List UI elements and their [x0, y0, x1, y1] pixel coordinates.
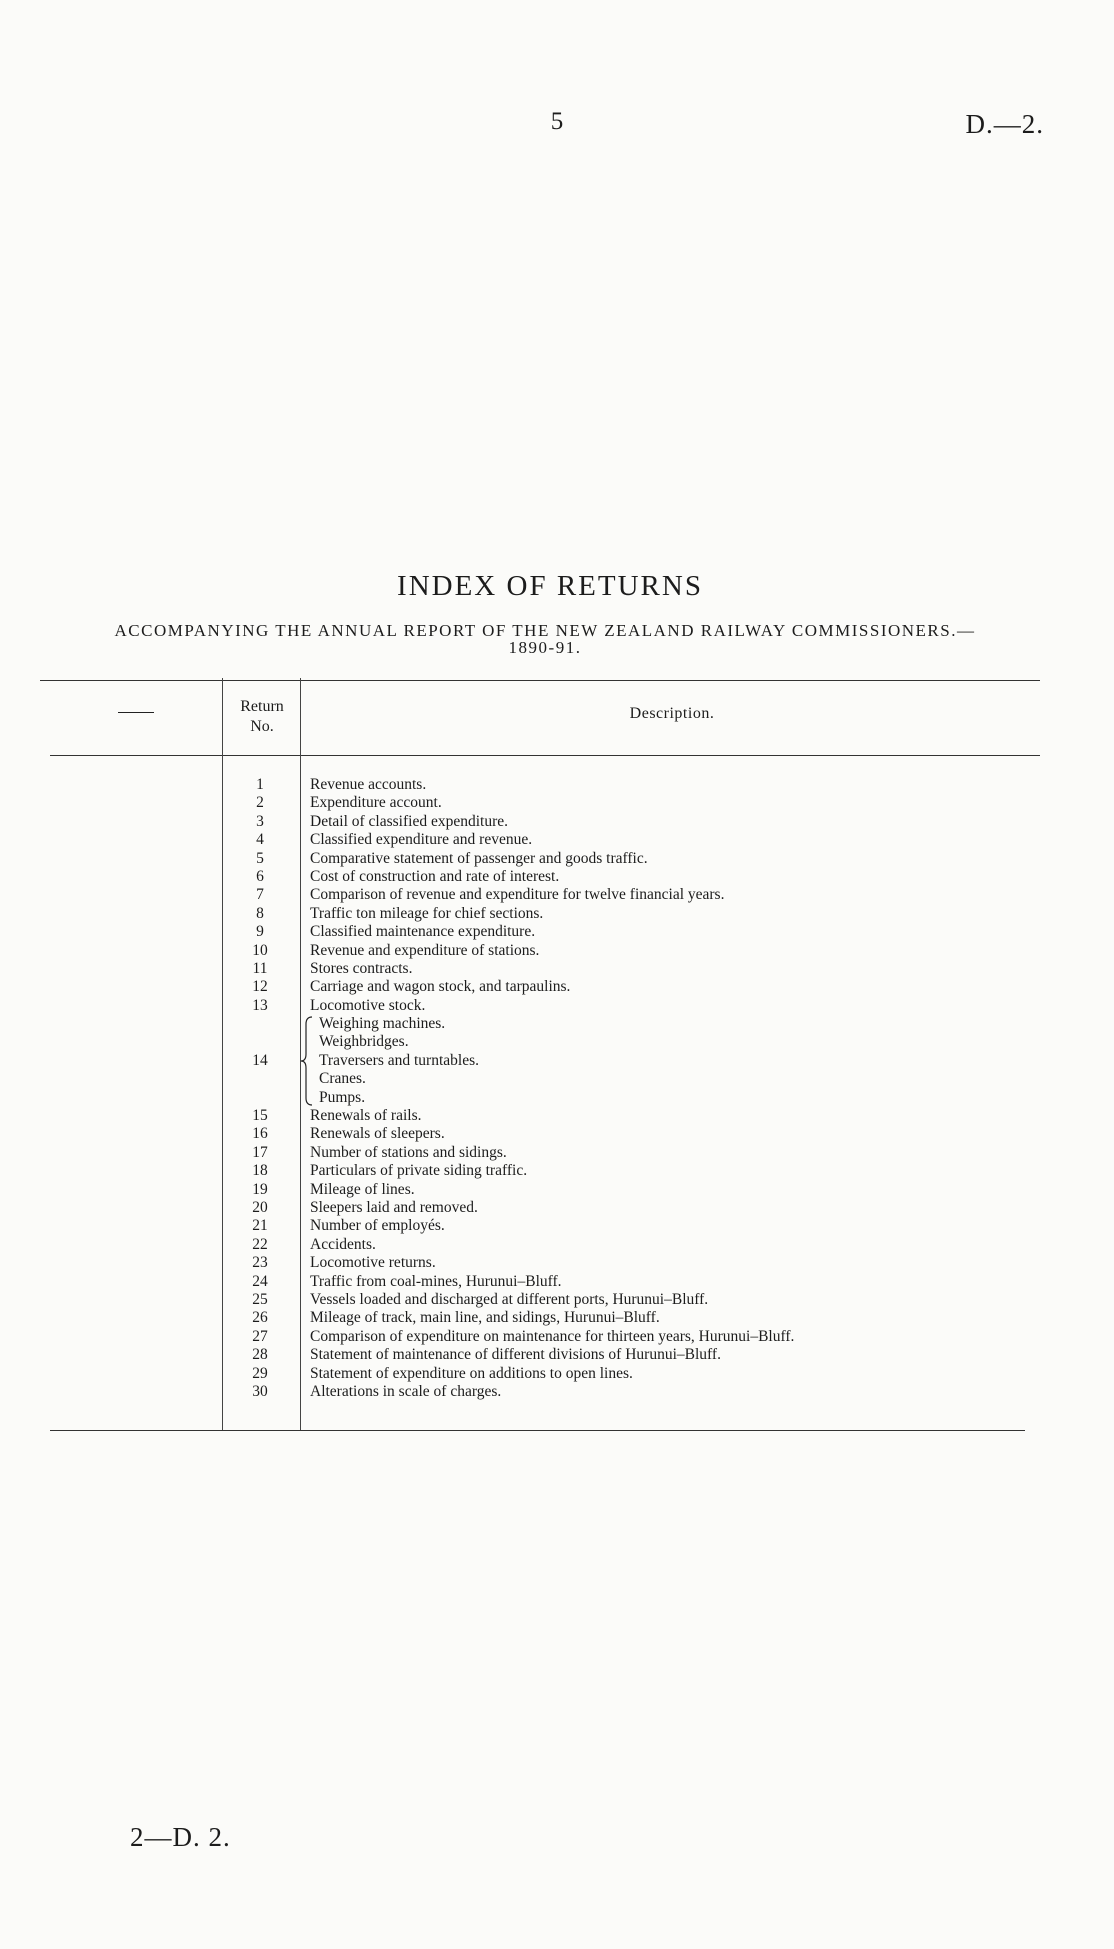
header-dash-column: [118, 712, 154, 713]
return-number: 26: [252, 1309, 268, 1327]
return-description: Classified maintenance expenditure.: [310, 923, 536, 941]
return-description: Detail of classified expenditure.: [310, 812, 508, 830]
return-description: Statement of expenditure on additions to open lines.: [310, 1364, 633, 1382]
return-number: 28: [252, 1346, 268, 1364]
table-row: [0, 1033, 1114, 1051]
return-description: Classified expenditure and revenue.: [310, 831, 533, 849]
return-description: Expenditure account.: [310, 794, 442, 812]
table-row: [0, 1346, 1114, 1364]
return-description: Pumps.: [319, 1088, 366, 1106]
return-number: 23: [252, 1254, 268, 1272]
return-description: Comparison of revenue and expenditure for twelve financial years.: [310, 886, 725, 904]
return-description: Traffic ton mileage for chief sections.: [310, 904, 544, 922]
return-number: 24: [252, 1272, 268, 1290]
return-description: Comparative statement of passenger and goods traffic.: [310, 849, 648, 867]
table-row: [0, 886, 1114, 904]
header-return-no: [222, 697, 302, 737]
return-number: 10: [252, 941, 268, 959]
return-description: Comparison of expenditure on maintenance for thirteen years, Hurunui–Bluff.: [310, 1327, 795, 1345]
return-number: 8: [256, 904, 264, 922]
table-row: [0, 1125, 1114, 1143]
return-number: 18: [252, 1162, 268, 1180]
table-row: [0, 978, 1114, 996]
return-description: Cost of construction and rate of interest.: [310, 867, 560, 885]
return-number: 11: [252, 959, 268, 977]
table-row: [0, 1052, 1114, 1070]
brace-icon: [300, 1016, 314, 1106]
table-row: [0, 850, 1114, 868]
table-row: [0, 1328, 1114, 1346]
return-description: Cranes.: [319, 1070, 366, 1088]
return-number: 6: [256, 867, 264, 885]
return-description: Statement of maintenance of different divisions of Hurunui–Bluff.: [310, 1346, 721, 1364]
table-row: [0, 1254, 1114, 1272]
return-description: Traffic from coal-mines, Hurunui–Bluff.: [310, 1272, 562, 1290]
return-description: Alterations in scale of charges.: [310, 1382, 502, 1400]
table-row: [0, 1273, 1114, 1291]
table-row: [0, 1070, 1114, 1088]
header-return-line2: No.: [250, 718, 274, 735]
return-description: Number of employés.: [310, 1217, 445, 1235]
table-top-rule: [40, 680, 1040, 681]
return-description: Revenue accounts.: [310, 776, 427, 793]
return-description: Weighbridges.: [319, 1033, 409, 1051]
return-number: 2: [256, 794, 264, 812]
return-number: 22: [252, 1235, 268, 1253]
return-number: 13: [252, 996, 268, 1014]
table-row: [0, 1309, 1114, 1327]
return-number: 19: [252, 1180, 268, 1198]
table-row: [0, 813, 1114, 831]
return-number: 17: [252, 1143, 268, 1161]
table-row: [0, 831, 1114, 849]
page-subtitle: [50, 622, 1040, 656]
return-number: 9: [256, 923, 264, 941]
return-number: 1: [256, 776, 264, 793]
table-row: [0, 1199, 1114, 1217]
footer-signature: 2—D. 2.: [130, 1822, 231, 1852]
return-number: 20: [252, 1198, 268, 1216]
return-number: 14: [252, 1051, 268, 1069]
return-description: Traversers and turntables.: [319, 1051, 479, 1069]
return-number: 16: [252, 1125, 268, 1143]
table-row: [0, 923, 1114, 941]
table-row: [0, 1162, 1114, 1180]
return-description: Accidents.: [310, 1235, 376, 1253]
page-title: INDEX OF RETURNS: [397, 570, 703, 602]
table-row: [0, 1365, 1114, 1383]
return-number: 12: [252, 978, 268, 996]
table-row: [0, 942, 1114, 960]
return-number: 4: [256, 831, 264, 849]
return-description: Sleepers laid and removed.: [310, 1198, 478, 1216]
return-description: Number of stations and sidings.: [310, 1143, 507, 1161]
page-number: 5: [550, 108, 564, 135]
return-description: Vessels loaded and discharged at different ports, Hurunui–Bluff.: [310, 1290, 709, 1308]
table-header-rule: [50, 755, 1040, 756]
table-row: [0, 1144, 1114, 1162]
return-number: 15: [252, 1107, 268, 1125]
table-row: [0, 794, 1114, 812]
table-row: [0, 868, 1114, 886]
return-description: Renewals of rails.: [310, 1107, 422, 1125]
table-row: [0, 1107, 1114, 1125]
return-number: 29: [252, 1364, 268, 1382]
return-description: Renewals of sleepers.: [310, 1125, 445, 1143]
return-description: Revenue and expenditure of stations.: [310, 941, 540, 959]
subtitle-line-2: 1890-91.: [508, 638, 582, 657]
return-number: 30: [252, 1382, 268, 1400]
return-description: Particulars of private siding traffic.: [310, 1162, 528, 1180]
return-number: 25: [252, 1290, 268, 1308]
return-number: 5: [256, 849, 264, 867]
header-description: Description.: [629, 705, 715, 722]
table-row: [0, 905, 1114, 923]
table-row: [0, 776, 1114, 794]
return-description: Weighing machines.: [319, 1015, 446, 1033]
table-row: [0, 1383, 1114, 1401]
return-description: Stores contracts.: [310, 959, 413, 977]
table-row: [0, 1181, 1114, 1199]
table-row: [0, 997, 1114, 1015]
document-reference: D.—2.: [965, 109, 1044, 139]
return-number: 7: [256, 886, 264, 904]
table-row: [0, 1236, 1114, 1254]
table-row: [0, 1217, 1114, 1235]
table-row: [0, 1015, 1114, 1033]
return-description: Mileage of track, main line, and sidings, Hurunui–Bluff.: [310, 1309, 660, 1327]
table-row: [0, 1089, 1114, 1107]
table-bottom-rule: [50, 1430, 1025, 1431]
return-description: Carriage and wagon stock, and tarpaulins.: [310, 978, 571, 996]
return-number: 21: [252, 1217, 268, 1235]
return-number: 3: [256, 812, 264, 830]
subtitle-line-1: ACCOMPANYING THE ANNUAL REPORT OF THE NEW ZEALAND RAILWAY COMMISSIONERS.—: [114, 621, 976, 640]
header-return-line1: Return: [240, 698, 284, 715]
returns-list: [0, 776, 1114, 1401]
return-description: Locomotive returns.: [310, 1254, 436, 1272]
table-row: [0, 960, 1114, 978]
return-description: Mileage of lines.: [310, 1180, 415, 1198]
return-description: Locomotive stock.: [310, 996, 426, 1014]
return-number: 27: [252, 1327, 268, 1345]
table-row: [0, 1291, 1114, 1309]
